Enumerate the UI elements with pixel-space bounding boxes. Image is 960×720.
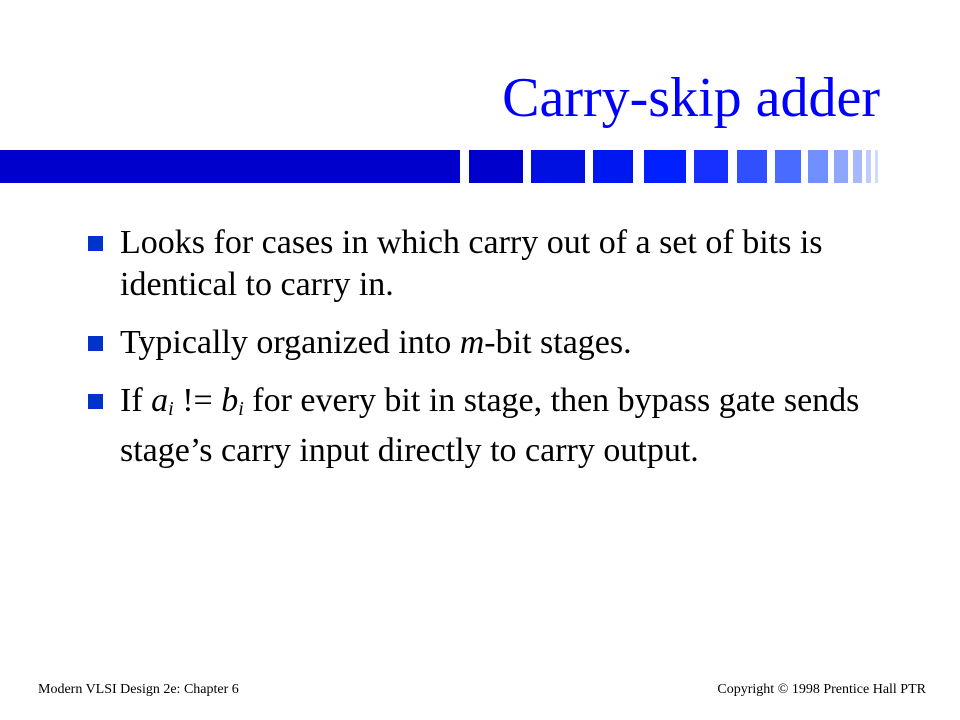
bullet-text-p2: for every bit in stage, then bypass gate sends stage’s carry input directly to carry output.	[120, 382, 860, 469]
bullet-text-after: -bit stages.	[484, 324, 632, 361]
bar-block	[694, 150, 728, 183]
bar-block	[853, 150, 862, 183]
bar-block	[875, 150, 878, 183]
var-b: b	[221, 382, 239, 419]
bar-long	[0, 150, 460, 183]
bullet-list	[88, 222, 868, 488]
bullet-text-p1: If	[120, 382, 152, 419]
bar-block	[775, 150, 801, 183]
bullet-text: Looks for cases in which carry out of a set of bits is identical to carry in.	[120, 224, 823, 303]
bar-block	[808, 150, 828, 183]
bullet-square-icon	[88, 236, 103, 251]
bar-block	[531, 150, 585, 183]
bullet-item-2	[88, 322, 868, 364]
bar-block	[469, 150, 523, 183]
bullet-text-italic: m	[459, 324, 485, 361]
footer-right: Copyright © 1998 Prentice Hall PTR	[717, 682, 926, 697]
bar-block	[593, 150, 633, 183]
bar-block	[834, 150, 848, 183]
bullet-square-icon	[88, 336, 103, 351]
footer-left: Modern VLSI Design 2e: Chapter 6	[38, 682, 239, 697]
bullet-item-1	[88, 222, 868, 306]
var-b-subscript: i	[238, 398, 244, 420]
decorative-bar-strip	[0, 150, 900, 184]
bar-block	[866, 150, 871, 183]
var-a-subscript: i	[168, 398, 174, 420]
operator: !=	[173, 382, 222, 419]
slide-title: Carry-skip adder	[502, 67, 880, 129]
var-a: a	[151, 382, 169, 419]
bullet-item-3	[88, 380, 868, 472]
bullet-square-icon	[88, 394, 103, 409]
bar-block	[737, 150, 767, 183]
bullet-text-before: Typically organized into	[120, 324, 460, 361]
bar-block	[644, 150, 686, 183]
